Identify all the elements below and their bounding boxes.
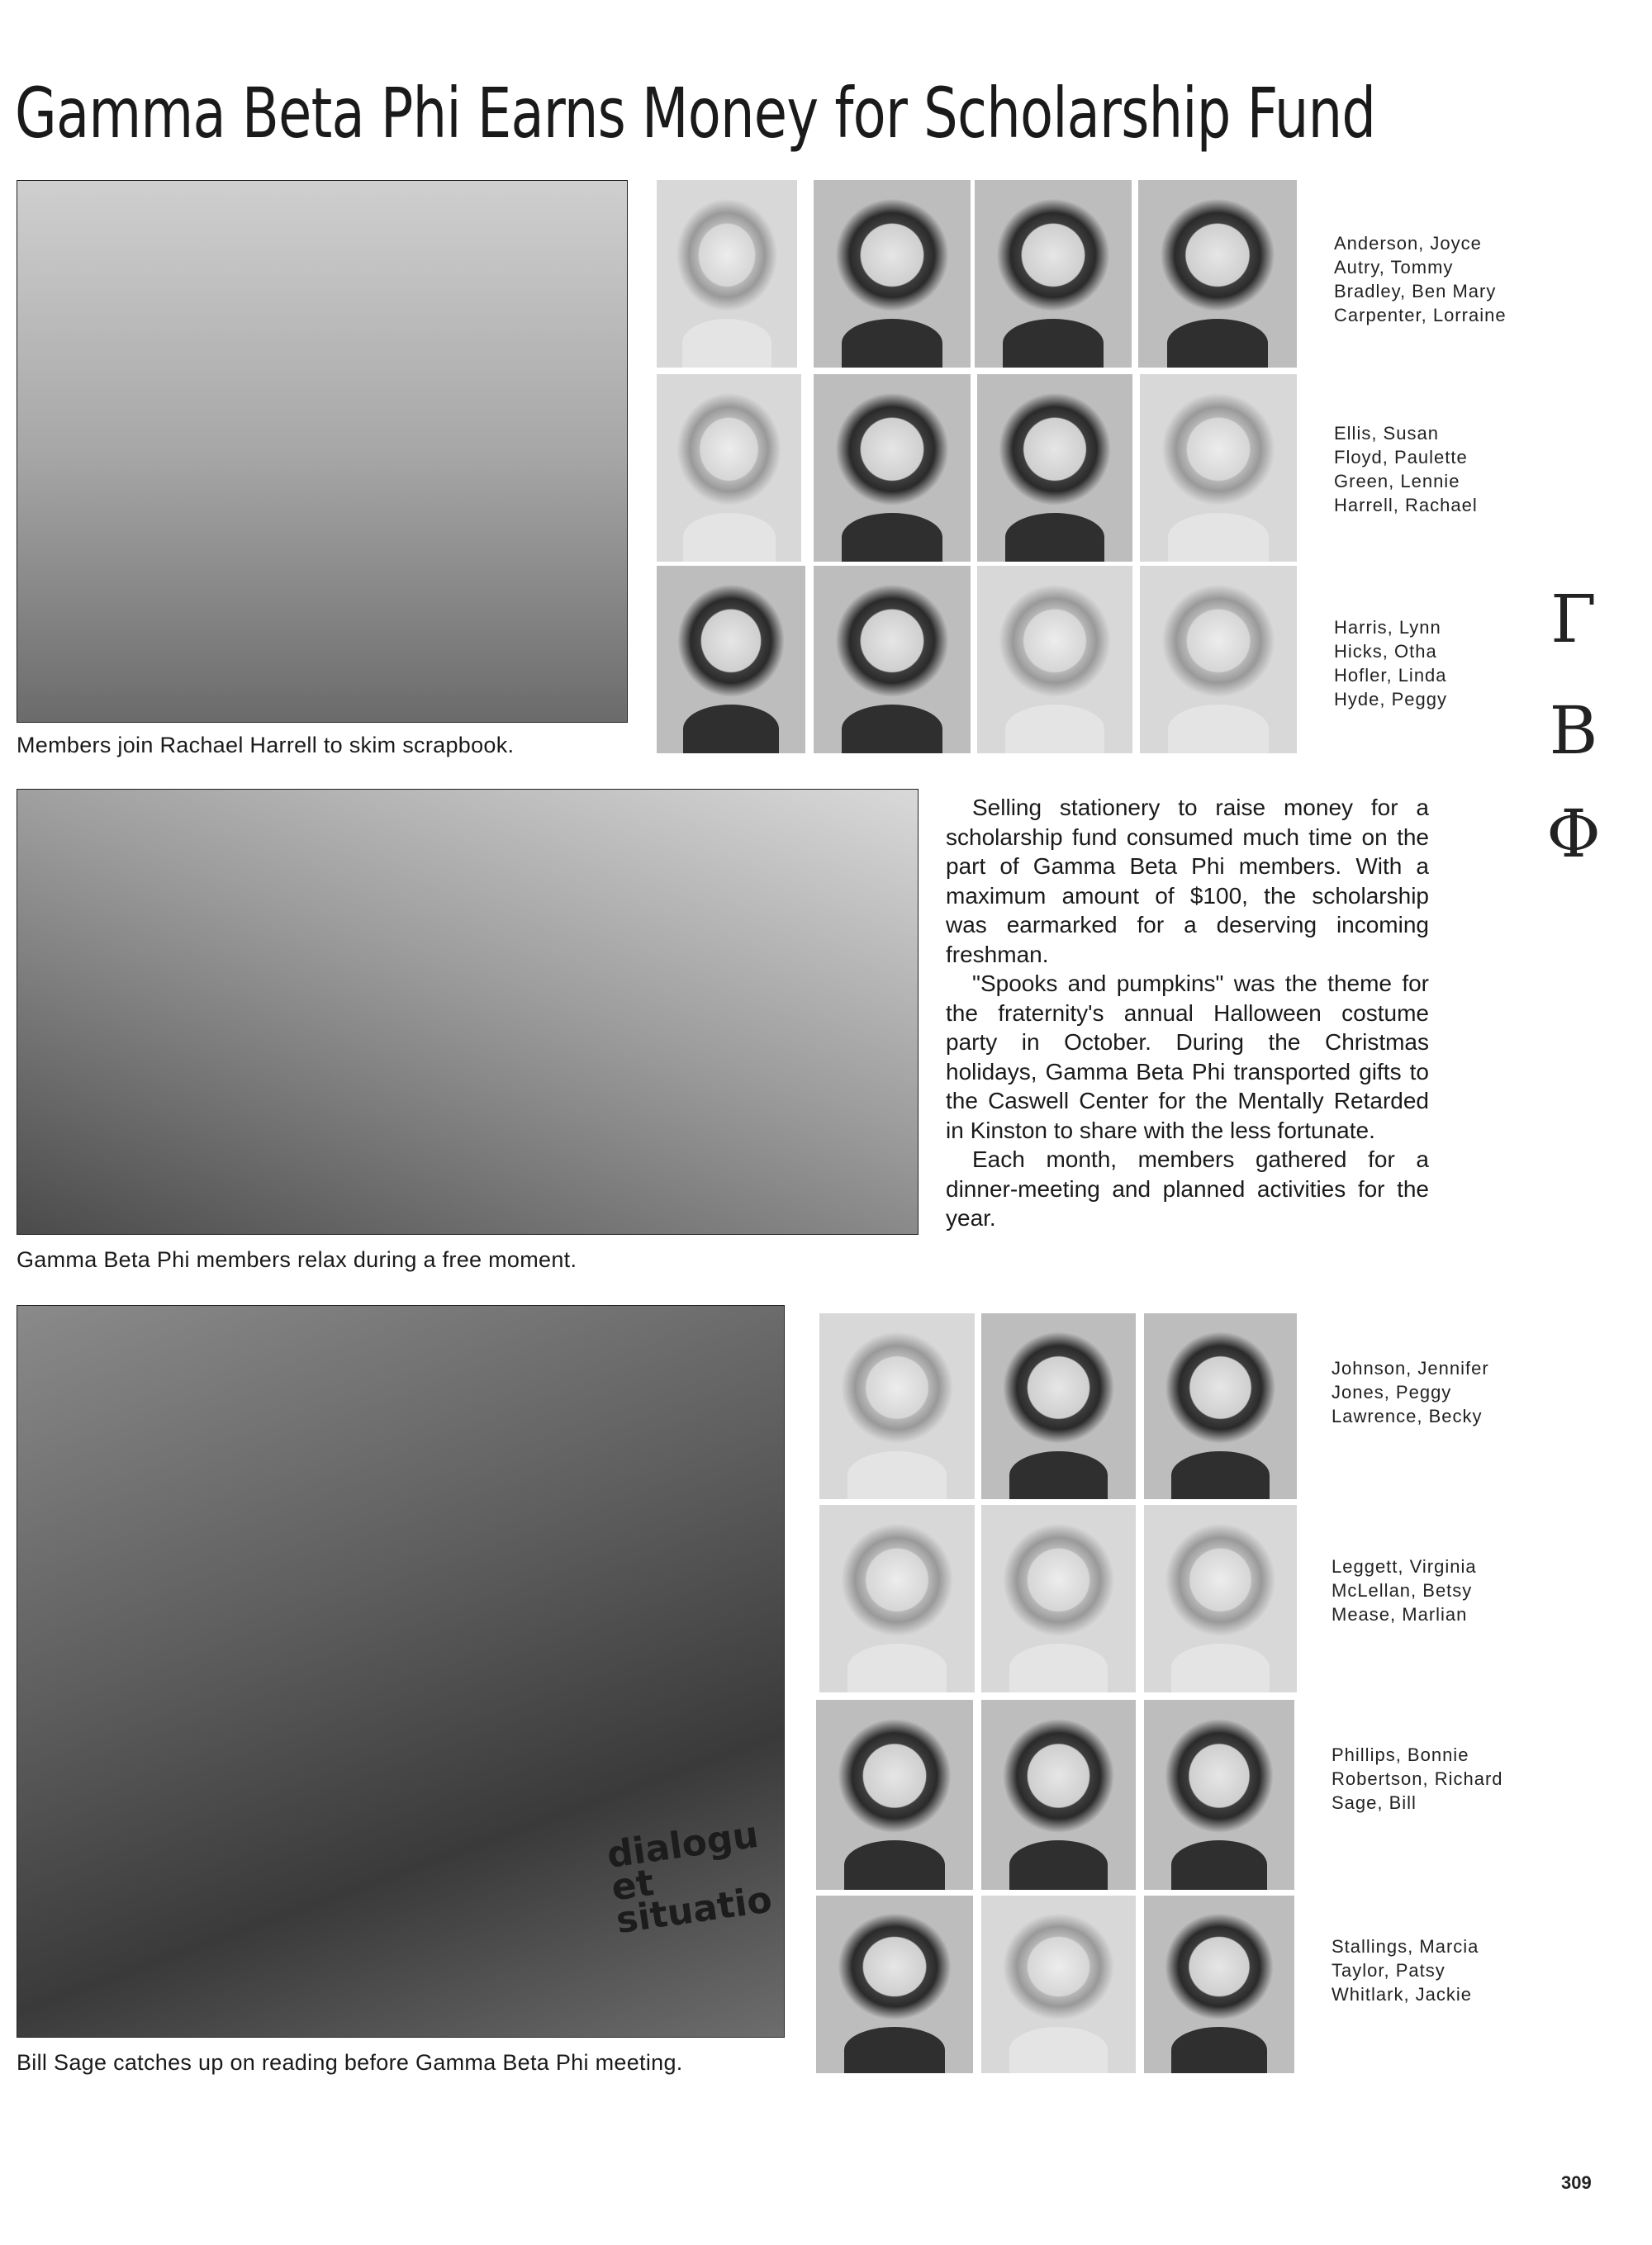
portrait: [819, 1505, 975, 1692]
article-body: [946, 793, 1429, 1233]
member-name: Hyde, Peggy: [1334, 689, 1447, 710]
member-name: Floyd, Paulette: [1334, 447, 1468, 468]
member-name: Anderson, Joyce: [1334, 233, 1482, 254]
member-name: Autry, Tommy: [1334, 257, 1454, 278]
member-name: McLellan, Betsy: [1332, 1580, 1473, 1601]
portrait: [981, 1700, 1136, 1890]
portrait: [1144, 1313, 1297, 1499]
member-name: Johnson, Jennifer: [1332, 1358, 1489, 1379]
portrait: [977, 374, 1132, 562]
member-name: Ellis, Susan: [1334, 423, 1439, 444]
portrait-names-row-7: [1332, 1934, 1479, 2006]
portrait: [977, 566, 1132, 753]
scrapbook-photo-caption: Members join Rachael Harrell to skim scrapbook.: [17, 733, 515, 757]
member-name: Stallings, Marcia: [1332, 1936, 1479, 1957]
greek-letter-gamma: Γ: [1550, 581, 1597, 657]
portrait: [981, 1505, 1136, 1692]
member-name: Taylor, Patsy: [1332, 1960, 1446, 1981]
portrait: [819, 1313, 975, 1499]
portrait-names-row-2: [1334, 421, 1478, 517]
portrait: [981, 1313, 1136, 1499]
portrait: [814, 180, 971, 368]
page-title: Gamma Beta Phi Earns Money for Scholarship Fund: [15, 73, 1376, 154]
member-name: Green, Lennie: [1334, 471, 1460, 491]
portrait: [1144, 1505, 1297, 1692]
member-name: Mease, Marlian: [1332, 1604, 1468, 1625]
scrapbook-photo: [17, 180, 628, 723]
reading-photo-caption: Bill Sage catches up on reading before Gamma Beta Phi meeting.: [17, 2050, 683, 2075]
member-name: Lawrence, Becky: [1332, 1406, 1483, 1426]
portrait: [1140, 566, 1297, 753]
portrait-names-row-4: [1332, 1356, 1489, 1428]
member-name: Bradley, Ben Mary: [1334, 281, 1497, 301]
greek-letter-phi: Φ: [1546, 795, 1601, 872]
portrait: [1144, 1896, 1294, 2073]
portrait: [814, 374, 971, 562]
member-name: Phillips, Bonnie: [1332, 1744, 1469, 1765]
portrait: [1140, 374, 1297, 562]
portrait-names-row-3: [1334, 615, 1447, 711]
member-name: Jones, Peggy: [1332, 1382, 1452, 1403]
relax-photo: [17, 789, 919, 1235]
member-name: Harrell, Rachael: [1334, 495, 1478, 515]
portrait: [1144, 1700, 1294, 1890]
member-name: Hicks, Otha: [1334, 641, 1437, 662]
portrait: [657, 374, 801, 562]
member-name: Harris, Lynn: [1334, 617, 1441, 638]
page-number: 309: [1561, 2172, 1592, 2193]
portrait: [816, 1700, 973, 1890]
body-paragraph: Selling stationery to raise money for a scholarship fund consumed much time on the part of Gamma Beta Phi members. With a maximum amount of $100, the scholarship was earmarked for a deserving incoming freshman.: [946, 795, 1429, 967]
portrait: [814, 566, 971, 753]
portrait-names-row-1: [1334, 231, 1507, 327]
portrait-names-row-6: [1332, 1743, 1503, 1815]
member-name: Carpenter, Lorraine: [1334, 305, 1507, 325]
member-name: Robertson, Richard: [1332, 1768, 1503, 1789]
portrait-names-row-5: [1332, 1554, 1477, 1626]
portrait: [816, 1896, 973, 2073]
greek-letter-beta: Β: [1549, 692, 1598, 769]
body-paragraph: "Spooks and pumpkins" was the theme for the fraternity's annual Halloween costume party in October. During the Christmas holidays, Gamma Beta Phi transported gifts to the Caswell Center for the Mentally Retarded in Kinston to share with the less fortunate.: [946, 971, 1429, 1143]
member-name: Leggett, Virginia: [1332, 1556, 1477, 1577]
portrait: [657, 180, 797, 368]
member-name: Sage, Bill: [1332, 1792, 1417, 1813]
body-paragraph: Each month, members gathered for a dinner-meeting and planned activities for the year.: [946, 1146, 1429, 1231]
relax-photo-caption: Gamma Beta Phi members relax during a free moment.: [17, 1247, 577, 1272]
portrait: [657, 566, 805, 753]
member-name: Hofler, Linda: [1334, 665, 1447, 686]
book-title-text: dialogu et situatio: [604, 1813, 775, 1943]
portrait: [975, 180, 1132, 368]
portrait: [1138, 180, 1297, 368]
member-name: Whitlark, Jackie: [1332, 1984, 1473, 2005]
portrait: [981, 1896, 1136, 2073]
